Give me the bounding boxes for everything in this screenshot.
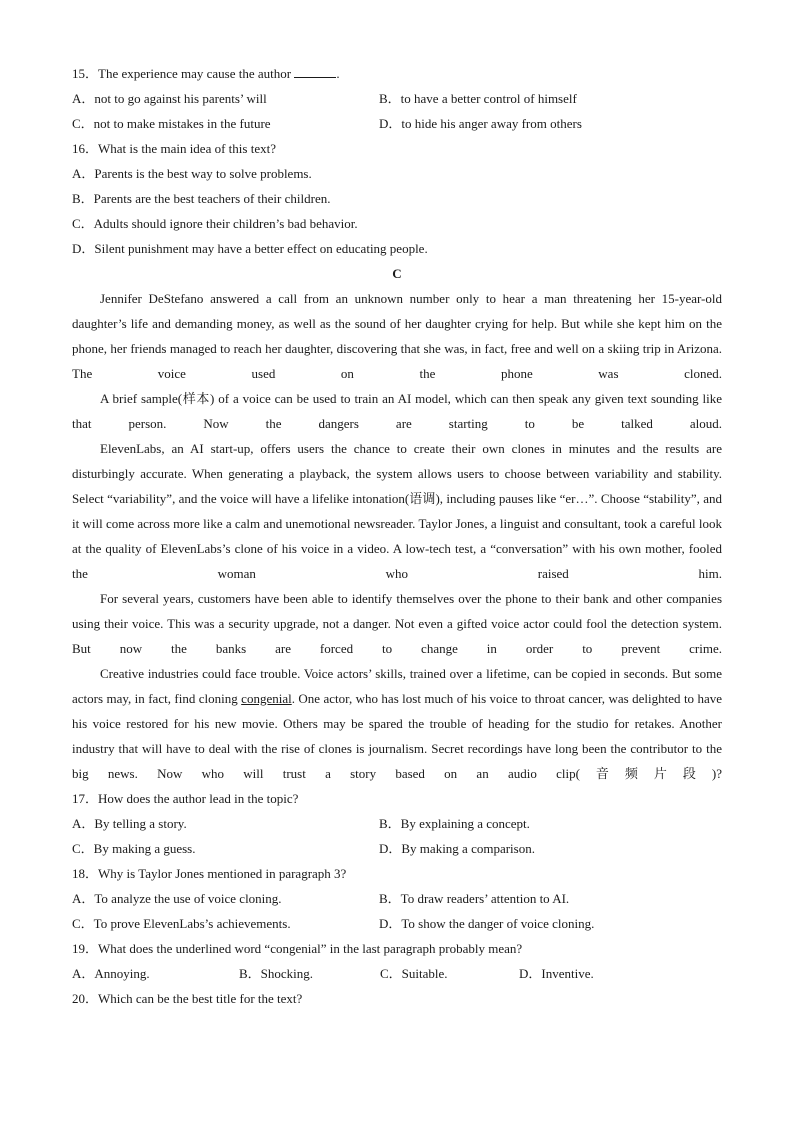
passage-p1-line-3: on the phone, her friends managed to reach her daughter, discovering that she was, in fact, free and well on a skiing: [72, 316, 722, 356]
passage-p4-line-3: detection system. But now the banks are forced to change in order to prevent crime.: [72, 616, 723, 656]
passage-p3-line-3: stability. Select “variability”, and the voice will have a lifelike intonation(语调), including pauses like “er…”.: [72, 466, 723, 506]
underlined-word: congenial: [241, 691, 292, 706]
passage-paragraph-2: [72, 386, 722, 436]
question-17-stem: 17．How does the author lead in the topic?: [72, 791, 299, 806]
question-19-option-c: C．Suitable.: [380, 966, 448, 981]
answer-blank: [294, 63, 336, 78]
question-15-text: 15．The experience may cause the author: [72, 66, 292, 81]
section-title: C: [392, 266, 402, 281]
question-15-option-c: C．not to make mistakes in the future: [72, 116, 271, 131]
question-16-stem: 16．What is the main idea of this text?: [72, 141, 276, 156]
passage-p5-line-2-start: But some actors may, in fact, find cloning: [72, 666, 722, 706]
question-17-option-c: C．By making a guess.: [72, 841, 196, 856]
question-18-stem: 18．Why is Taylor Jones mentioned in paragraph 3?: [72, 866, 347, 881]
question-20-stem: 20．Which can be the best title for the text?: [72, 991, 303, 1006]
passage-p1-line-4: trip in Arizona. The voice used on the phone was cloned.: [72, 341, 722, 381]
passage-p2-line-1: A brief sample(样本) of a voice can be used to train an AI model, which can then speak any given text: [100, 391, 648, 406]
passage-paragraph-4: [72, 586, 722, 661]
question-15-stem: [72, 61, 722, 86]
question-16-option-d: D．Silent punishment may have a better effect on educating people.: [72, 241, 428, 256]
passage-p3-line-6: “conversation” with his own mother, fooled the woman who raised him.: [72, 541, 722, 581]
passage-paragraph-5: [72, 661, 722, 786]
question-19-option-b: B．Shocking.: [239, 966, 314, 981]
question-17-option-d: D．By making a comparison.: [379, 841, 535, 856]
passage-p2-line-2: sounding like that person. Now the dangers are starting to be talked aloud.: [72, 391, 723, 431]
question-17-option-b: B．By explaining a concept.: [379, 816, 530, 831]
passage-p1-line-1: Jennifer DeStefano answered a call from an unknown number only to hear a man threatening her 15-year-old: [100, 291, 722, 306]
passage-p3-line-5: and consultant, took a careful look at the quality of ElevenLabs’s clone of his voice in a video. A low-tech test, a: [72, 516, 722, 556]
question-18-option-c: C．To prove ElevenLabs’s achievements.: [72, 916, 291, 931]
page-content: [72, 61, 722, 1011]
question-17-option-a: A．By telling a story.: [72, 816, 187, 831]
question-15-option-a: A．not to go against his parents’ will: [72, 91, 267, 106]
passage-p3-line-4: Choose “stability”, and it will come across more like a calm and unemotional newsreader. Taylor Jones, a linguist: [72, 491, 722, 531]
question-18-option-b: B．To draw readers’ attention to AI.: [379, 891, 570, 906]
question-19-option-d: D．Inventive.: [519, 966, 594, 981]
question-18-options-row-1: [72, 886, 722, 911]
question-17-options-row-2: [72, 836, 722, 861]
passage-p5-line-2-end: . One actor, who has lost much of his voice to throat cancer,: [291, 691, 606, 706]
passage-p1-line-2: daughter’s life and demanding money, as well as the sound of her daughter crying for help. But while she kept him: [72, 316, 685, 331]
passage-p4-line-2: companies using their voice. This was a security upgrade, not a danger. Not even a gifted voice actor could fool the: [72, 591, 722, 631]
question-16-option-a: A．Parents is the best way to solve problems.: [72, 166, 312, 181]
passage-p5-line-5: have long been the contributor to the big news. Now who will trust a story based on an audio clip(音频片段)?: [72, 741, 722, 781]
question-15-stem-end: .: [336, 66, 340, 81]
question-18-option-a: A．To analyze the use of voice cloning.: [72, 891, 282, 906]
passage-p5-line-1: Creative industries could face trouble. Voice actors’ skills, trained over a lifetime, can be copied in seconds.: [100, 666, 669, 681]
passage-p3-line-1: ElevenLabs, an AI start-up, offers users the chance to create their own clones in minutes and the results are: [100, 441, 722, 456]
passage-p3-line-2: disturbingly accurate. When generating a playback, the system allows users to choose between variability and: [72, 466, 673, 481]
passage-paragraph-3: [72, 436, 722, 586]
question-16-option-b: B．Parents are the best teachers of their children.: [72, 191, 331, 206]
question-18-option-d: D．To show the danger of voice cloning.: [379, 916, 595, 931]
question-15-option-b: B．to have a better control of himself: [379, 91, 577, 106]
passage-p5-line-3: was delighted to have his voice restored for his new movie. Others may be spared the trouble of heading for the: [72, 691, 723, 731]
passage-paragraph-1: [72, 286, 722, 386]
question-15-option-d: D．to hide his anger away from others: [379, 116, 582, 131]
passage-p4-line-1: For several years, customers have been able to identify themselves over the phone to their bank and other: [100, 591, 663, 606]
passage-p5-line-4: studio for retakes. Another industry that will have to deal with the rise of clones is journalism. Secret recordings: [72, 716, 722, 756]
question-15-options-row-1: [72, 86, 722, 111]
question-19-options-row: [72, 961, 722, 986]
question-15-options-row-2: [72, 111, 722, 136]
question-19-option-a: A．Annoying.: [72, 966, 150, 981]
question-19-stem: 19．What does the underlined word “congenial” in the last paragraph probably mean?: [72, 941, 523, 956]
question-17-options-row-1: [72, 811, 722, 836]
question-16-option-c: C．Adults should ignore their children’s bad behavior.: [72, 216, 358, 231]
question-18-options-row-2: [72, 911, 722, 936]
